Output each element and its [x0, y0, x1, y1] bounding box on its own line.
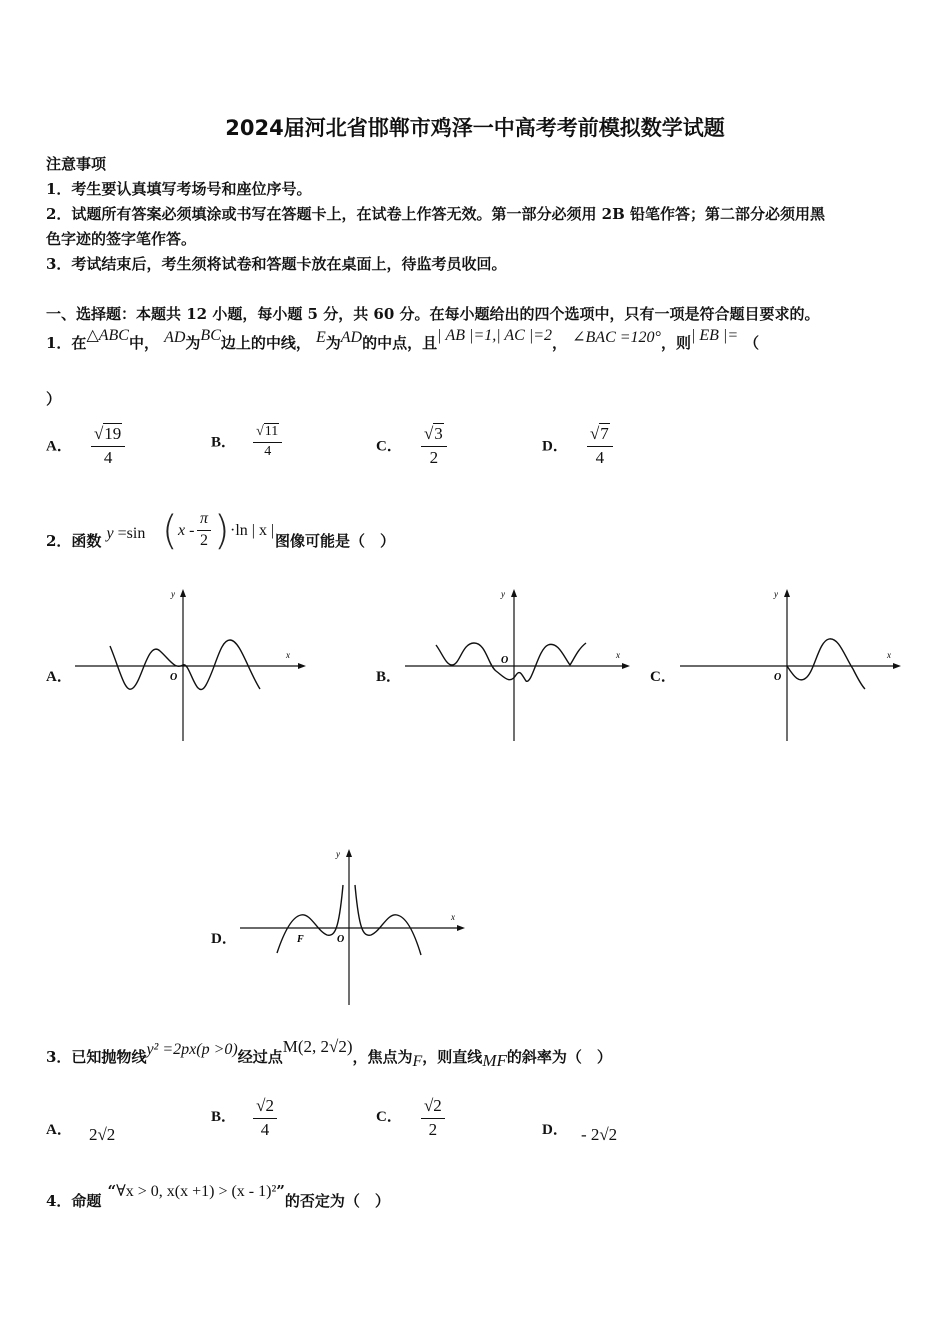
option-denominator: 4 — [260, 1120, 270, 1139]
option-label: C． — [376, 1108, 402, 1125]
page-title: 2024届河北省邯郸市鸡泽一中高考考前模拟数学试题 — [225, 116, 725, 140]
q2-func-y: y =sin — [106, 525, 146, 542]
q1-lengths: | AB |=1,| AC |=2 — [437, 327, 553, 344]
q1-text: （ — [744, 334, 760, 352]
option-numerator: √2 — [421, 1096, 445, 1119]
option-denominator: 2 — [428, 1120, 438, 1139]
f-label: F — [297, 934, 304, 945]
question-1 — [46, 327, 760, 353]
curve-right — [355, 885, 421, 955]
q2-text-end: 图像可能是（ ） — [275, 532, 396, 550]
option-numerator: 11 — [264, 424, 279, 439]
option-value: 2√2 — [88, 1125, 116, 1144]
q1-e: E — [315, 329, 326, 346]
x-arrow-icon — [893, 663, 901, 669]
notice-item-3: 3．考试结束后，考生须将试卷和答题卡放在桌面上，待监考员收回。 — [46, 255, 507, 273]
curve-left — [277, 885, 343, 953]
graph-b — [400, 585, 640, 745]
q1-text: 的中点，且 — [362, 334, 438, 352]
question-2 — [46, 508, 146, 550]
graph-c — [675, 585, 910, 745]
q3-parabola: y² =2px(p >0) — [146, 1041, 238, 1058]
q1-text: 为 — [185, 334, 201, 352]
notice-item-2-cont: 色字迹的签字笔作答。 — [46, 230, 197, 248]
q2-option-c-label[interactable]: C． — [650, 669, 676, 685]
option-label: A． — [46, 1122, 72, 1138]
q3-option-c[interactable] — [376, 1096, 445, 1140]
x-arrow-icon — [457, 925, 465, 931]
q2-option-b-label[interactable]: B． — [376, 669, 402, 685]
x-arrow-icon — [298, 663, 306, 669]
q3-option-b[interactable] — [211, 1096, 277, 1140]
q1-option-a[interactable]: A． $\frac{√19}{4}$ — [46, 424, 125, 468]
q2-two: 2 — [200, 532, 208, 549]
q1-text: 中， — [128, 334, 159, 352]
q4-text: 的否定为（ ） — [284, 1192, 390, 1210]
y-arrow-icon — [180, 589, 186, 597]
q1-option-d[interactable]: D． $\frac{√7}{4}$ — [542, 424, 613, 468]
curve — [436, 643, 586, 681]
q1-triangle: △ABC — [86, 327, 129, 344]
q1-option-b[interactable]: B． $\frac{√11}{4}$ — [211, 424, 282, 460]
y-arrow-icon — [784, 589, 790, 597]
q2-func-ln: ·ln | x | — [230, 522, 275, 539]
x-label: x — [616, 650, 620, 660]
q4-quote-close: ” — [276, 1182, 285, 1200]
q1-close-paren: ） — [46, 390, 62, 408]
option-denominator: 4 — [595, 448, 605, 467]
option-numerator: 3 — [434, 424, 443, 443]
y-arrow-icon — [346, 849, 352, 857]
origin-label: O — [501, 655, 509, 666]
q2-option-a-label[interactable]: A． — [46, 669, 72, 685]
y-label: y — [501, 589, 505, 599]
q2-pi: π — [197, 510, 211, 531]
q1-option-c[interactable]: C． $\frac{√3}{2}$ — [376, 424, 447, 468]
q4-quote-open: “ — [107, 1182, 117, 1200]
option-label: B． — [211, 434, 237, 451]
q3-text: 3．已知抛物线 — [46, 1048, 147, 1066]
y-label: y — [171, 589, 175, 599]
q2-text: 2．函数 — [46, 532, 102, 550]
origin-label: O — [337, 934, 345, 945]
option-numerator: 19 — [104, 424, 122, 443]
q1-eb: | EB |= — [690, 327, 739, 344]
option-label: A． — [46, 438, 72, 455]
x-label: x — [286, 650, 290, 660]
q3-line: MF — [482, 1051, 507, 1070]
q1-text: 为 — [325, 334, 341, 352]
q1-angle: ∠BAC =120° — [572, 329, 661, 346]
graph-a — [70, 585, 310, 745]
notice-item-1: 1．考生要认真填写考场号和座位序号。 — [46, 180, 312, 198]
option-label: D． — [542, 1122, 568, 1138]
option-label: B． — [211, 1108, 237, 1125]
q4-text: 4．命题 — [46, 1192, 102, 1210]
q1-ad2: AD — [340, 329, 363, 346]
option-denominator: 4 — [264, 444, 272, 459]
q1-ad: AD — [164, 329, 186, 346]
origin-label: O — [170, 672, 178, 683]
q1-text: ，则 — [660, 334, 691, 352]
graph-d — [235, 845, 475, 1010]
x-arrow-icon — [622, 663, 630, 669]
option-numerator: 7 — [600, 424, 609, 443]
origin-label: O — [774, 672, 782, 683]
option-value: - 2√2 — [580, 1125, 618, 1144]
option-denominator: 2 — [429, 448, 439, 467]
q3-text: ，焦点为 — [352, 1048, 413, 1066]
q2-right-paren: ) — [214, 508, 230, 554]
q1-text: 边上的中线， — [220, 334, 311, 352]
notice-item-2: 2．试题所有答案必须填涂或书写在答题卡上，在试卷上作答无效。第一部分必须用 2B 铅笔作答；第二部分必须用黑 — [46, 205, 826, 223]
q3-text: ，则直线 — [422, 1048, 483, 1066]
option-numerator: √2 — [253, 1096, 277, 1119]
q2-left-paren: ( — [162, 508, 178, 554]
q1-bc: BC — [200, 327, 221, 344]
curve — [110, 640, 260, 690]
section-heading: 一、选择题：本题共 12 小题，每小题 5 分，共 60 分。在每小题给出的四个选项中，只有一项是符合题目要求的。 — [46, 305, 820, 323]
q3-option-d[interactable] — [542, 1118, 618, 1144]
y-label: y — [336, 849, 340, 859]
q3-text: 的斜率为（ ） — [506, 1048, 612, 1066]
q2-func-x: x - — [178, 522, 195, 539]
q3-option-a[interactable] — [46, 1118, 116, 1144]
q1-text: ， — [552, 334, 568, 352]
y-arrow-icon — [511, 589, 517, 597]
q3-text: 经过点 — [237, 1048, 283, 1066]
question-3 — [46, 1036, 612, 1070]
question-4 — [46, 1180, 390, 1210]
notice-heading: 注意事项 — [46, 155, 107, 173]
x-label: x — [451, 912, 455, 922]
option-label: D． — [542, 438, 568, 455]
curve — [787, 639, 865, 689]
q2-option-d-label[interactable]: D． — [211, 931, 237, 947]
q1-text: 1．在 — [46, 334, 87, 352]
x-label: x — [887, 650, 891, 660]
option-label: C． — [376, 438, 402, 455]
option-denominator: 4 — [103, 448, 113, 467]
y-label: y — [774, 589, 778, 599]
q2-frac — [197, 510, 211, 550]
q3-focus: F — [412, 1053, 423, 1070]
q4-proposition: ∀x > 0, x(x +1) > (x - 1)² — [116, 1183, 277, 1200]
q3-point-m: M(2, 2√2) — [282, 1037, 353, 1056]
